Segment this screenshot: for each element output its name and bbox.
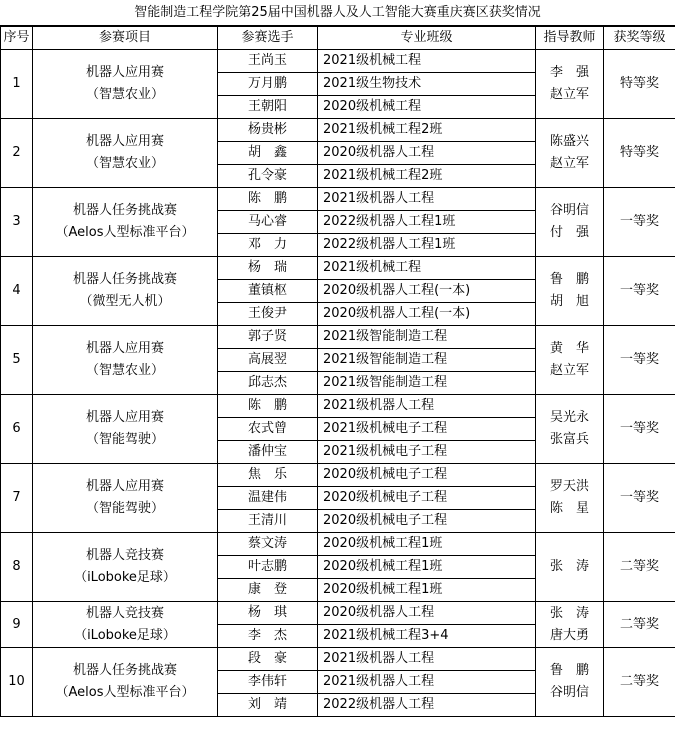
- project-line: 机器人应用赛: [85, 65, 164, 80]
- award-table: [0, 26, 675, 717]
- project-line: 机器人任务挑战赛: [72, 272, 177, 287]
- member-name: 刘 靖: [218, 694, 318, 717]
- award-level: 一等奖: [604, 326, 675, 395]
- member-class: 2020级机械电子工程: [318, 487, 536, 510]
- member-name: 孔令豪: [218, 165, 318, 188]
- teacher-cell: [536, 533, 604, 602]
- teacher-name: 付 强: [549, 225, 589, 240]
- page-title: 智能制造工程学院第25届中国机器人及人工智能大赛重庆赛区获奖情况: [0, 0, 675, 26]
- award-level: 一等奖: [604, 395, 675, 464]
- project-line: （Aelos人型标准平台）: [55, 685, 195, 700]
- member-class: 2020级机械工程: [318, 96, 536, 119]
- member-class: 2021级智能制造工程: [318, 326, 536, 349]
- teacher-cell: [536, 257, 604, 326]
- row-number: 3: [1, 188, 33, 257]
- member-name: 李 杰: [218, 625, 318, 648]
- table-row: [1, 602, 675, 625]
- award-level: 特等奖: [604, 50, 675, 119]
- teacher-name: 赵立军: [549, 363, 589, 378]
- member-class: 2021级机械工程2班: [318, 165, 536, 188]
- header-no: 序号: [1, 27, 33, 50]
- project-line: （iLoboke足球）: [74, 627, 176, 643]
- project-line: 机器人应用赛: [85, 134, 164, 149]
- table-body: [1, 50, 675, 717]
- member-name: 李伟轩: [218, 671, 318, 694]
- member-class: 2021级机械工程3+4: [318, 625, 536, 648]
- project-line: 机器人应用赛: [85, 479, 164, 494]
- row-number: 1: [1, 50, 33, 119]
- member-class: 2021级机器人工程: [318, 188, 536, 211]
- row-number: 5: [1, 326, 33, 395]
- header-class: 专业班级: [318, 27, 536, 50]
- header-member: 参赛选手: [218, 27, 318, 50]
- teacher-name: 鲁 鹏: [549, 663, 589, 678]
- teacher-name: 谷明信: [549, 685, 589, 700]
- teacher-name: 吴光永: [549, 410, 589, 425]
- member-name: 杨 瑞: [218, 257, 318, 280]
- teacher-name: 陈盛兴: [549, 134, 589, 149]
- project-line: （智能驾驶）: [85, 501, 164, 516]
- header-award: 获奖等级: [604, 27, 675, 50]
- member-class: 2021级机械电子工程: [318, 418, 536, 441]
- table-row: [1, 119, 675, 142]
- project-line: 机器人应用赛: [85, 341, 164, 356]
- row-number: 8: [1, 533, 33, 602]
- teacher-name: 陈 星: [549, 501, 589, 516]
- row-number: 4: [1, 257, 33, 326]
- table-row: [1, 257, 675, 280]
- member-class: 2020级机械工程1班: [318, 579, 536, 602]
- member-name: 焦 乐: [218, 464, 318, 487]
- teacher-name: 唐大勇: [549, 627, 589, 643]
- teacher-name: 黄 华: [549, 341, 589, 356]
- member-class: 2021级智能制造工程: [318, 372, 536, 395]
- teacher-cell: [536, 119, 604, 188]
- member-name: 蔡文涛: [218, 533, 318, 556]
- member-name: 杨 琪: [218, 602, 318, 625]
- row-number: 7: [1, 464, 33, 533]
- teacher-name: 赵立军: [549, 156, 589, 171]
- member-class: 2021级机械工程: [318, 257, 536, 280]
- project-cell: [33, 602, 218, 648]
- member-class: 2020级机器人工程: [318, 602, 536, 625]
- project-cell: [33, 188, 218, 257]
- project-cell: [33, 533, 218, 602]
- member-class: 2022级机器人工程1班: [318, 211, 536, 234]
- teacher-name: 李 强: [549, 65, 589, 80]
- member-class: 2020级机器人工程(一本): [318, 280, 536, 303]
- teacher-cell: [536, 50, 604, 119]
- teacher-cell: [536, 602, 604, 648]
- teacher-cell: [536, 648, 604, 717]
- award-level: 一等奖: [604, 464, 675, 533]
- project-cell: [33, 119, 218, 188]
- header-row: [1, 27, 675, 50]
- project-line: （智慧农业）: [85, 363, 164, 378]
- award-level: 一等奖: [604, 188, 675, 257]
- member-name: 王尚玉: [218, 50, 318, 73]
- member-class: 2020级机器人工程(一本): [318, 303, 536, 326]
- teacher-cell: [536, 188, 604, 257]
- row-number: 10: [1, 648, 33, 717]
- member-class: 2021级机器人工程: [318, 395, 536, 418]
- member-class: 2022级机器人工程: [318, 694, 536, 717]
- row-number: 9: [1, 602, 33, 648]
- member-name: 温建伟: [218, 487, 318, 510]
- member-name: 陈 鹏: [218, 395, 318, 418]
- member-class: 2021级机械工程2班: [318, 119, 536, 142]
- member-name: 胡 鑫: [218, 142, 318, 165]
- project-line: 机器人应用赛: [85, 410, 164, 425]
- project-line: （微型无人机）: [79, 294, 171, 309]
- award-level: 二等奖: [604, 602, 675, 648]
- member-class: 2022级机器人工程1班: [318, 234, 536, 257]
- award-level: 一等奖: [604, 257, 675, 326]
- project-cell: [33, 326, 218, 395]
- member-class: 2021级机械电子工程: [318, 441, 536, 464]
- member-name: 段 豪: [218, 648, 318, 671]
- member-name: 王清川: [218, 510, 318, 533]
- project-line: 机器人竞技赛: [85, 548, 164, 563]
- member-name: 潘仲宝: [218, 441, 318, 464]
- member-name: 王俊尹: [218, 303, 318, 326]
- member-class: 2020级机械工程1班: [318, 533, 536, 556]
- award-level: 特等奖: [604, 119, 675, 188]
- member-class: 2020级机械电子工程: [318, 510, 536, 533]
- teacher-cell: [536, 326, 604, 395]
- project-line: （智能驾驶）: [85, 432, 164, 447]
- member-class: 2021级机器人工程: [318, 671, 536, 694]
- header-project: 参赛项目: [33, 27, 218, 50]
- award-level: 二等奖: [604, 533, 675, 602]
- member-class: 2020级机械工程1班: [318, 556, 536, 579]
- table-row: [1, 395, 675, 418]
- project-line: 机器人任务挑战赛: [72, 663, 177, 678]
- teacher-name: 张 涛: [549, 559, 589, 574]
- table-row: [1, 464, 675, 487]
- member-class: 2021级智能制造工程: [318, 349, 536, 372]
- member-name: 王朝阳: [218, 96, 318, 119]
- row-number: 6: [1, 395, 33, 464]
- member-name: 邓 力: [218, 234, 318, 257]
- member-name: 郭子贤: [218, 326, 318, 349]
- project-line: （智慧农业）: [85, 87, 164, 102]
- member-name: 陈 鹏: [218, 188, 318, 211]
- teacher-name: 谷明信: [549, 203, 589, 218]
- table-row: [1, 50, 675, 73]
- table-row: [1, 533, 675, 556]
- project-line: 机器人竞技赛: [85, 605, 164, 621]
- table-row: [1, 648, 675, 671]
- teacher-cell: [536, 464, 604, 533]
- teacher-name: 张 涛: [549, 605, 589, 621]
- member-name: 邱志杰: [218, 372, 318, 395]
- table-row: [1, 326, 675, 349]
- award-level: 二等奖: [604, 648, 675, 717]
- member-name: 董镇枢: [218, 280, 318, 303]
- row-number: 2: [1, 119, 33, 188]
- teacher-name: 胡 旭: [549, 294, 589, 309]
- project-cell: [33, 648, 218, 717]
- project-line: 机器人任务挑战赛: [72, 203, 177, 218]
- header-teacher: 指导教师: [536, 27, 604, 50]
- member-name: 马心睿: [218, 211, 318, 234]
- teacher-name: 张富兵: [549, 432, 589, 447]
- project-line: （iLoboke足球）: [74, 570, 176, 585]
- member-class: 2021级生物技术: [318, 73, 536, 96]
- project-cell: [33, 257, 218, 326]
- project-cell: [33, 464, 218, 533]
- member-name: 高展翌: [218, 349, 318, 372]
- teacher-cell: [536, 395, 604, 464]
- member-class: 2021级机器人工程: [318, 648, 536, 671]
- teacher-name: 赵立军: [549, 87, 589, 102]
- member-name: 万月鹏: [218, 73, 318, 96]
- project-line: （Aelos人型标准平台）: [55, 225, 195, 240]
- member-class: 2020级机械电子工程: [318, 464, 536, 487]
- project-cell: [33, 50, 218, 119]
- member-name: 康 登: [218, 579, 318, 602]
- project-line: （智慧农业）: [85, 156, 164, 171]
- project-cell: [33, 395, 218, 464]
- member-class: 2020级机器人工程: [318, 142, 536, 165]
- member-name: 农式曾: [218, 418, 318, 441]
- member-name: 叶志鹏: [218, 556, 318, 579]
- teacher-name: 罗天洪: [549, 479, 589, 494]
- member-name: 杨贵彬: [218, 119, 318, 142]
- member-class: 2021级机械工程: [318, 50, 536, 73]
- teacher-name: 鲁 鹏: [549, 272, 589, 287]
- table-row: [1, 188, 675, 211]
